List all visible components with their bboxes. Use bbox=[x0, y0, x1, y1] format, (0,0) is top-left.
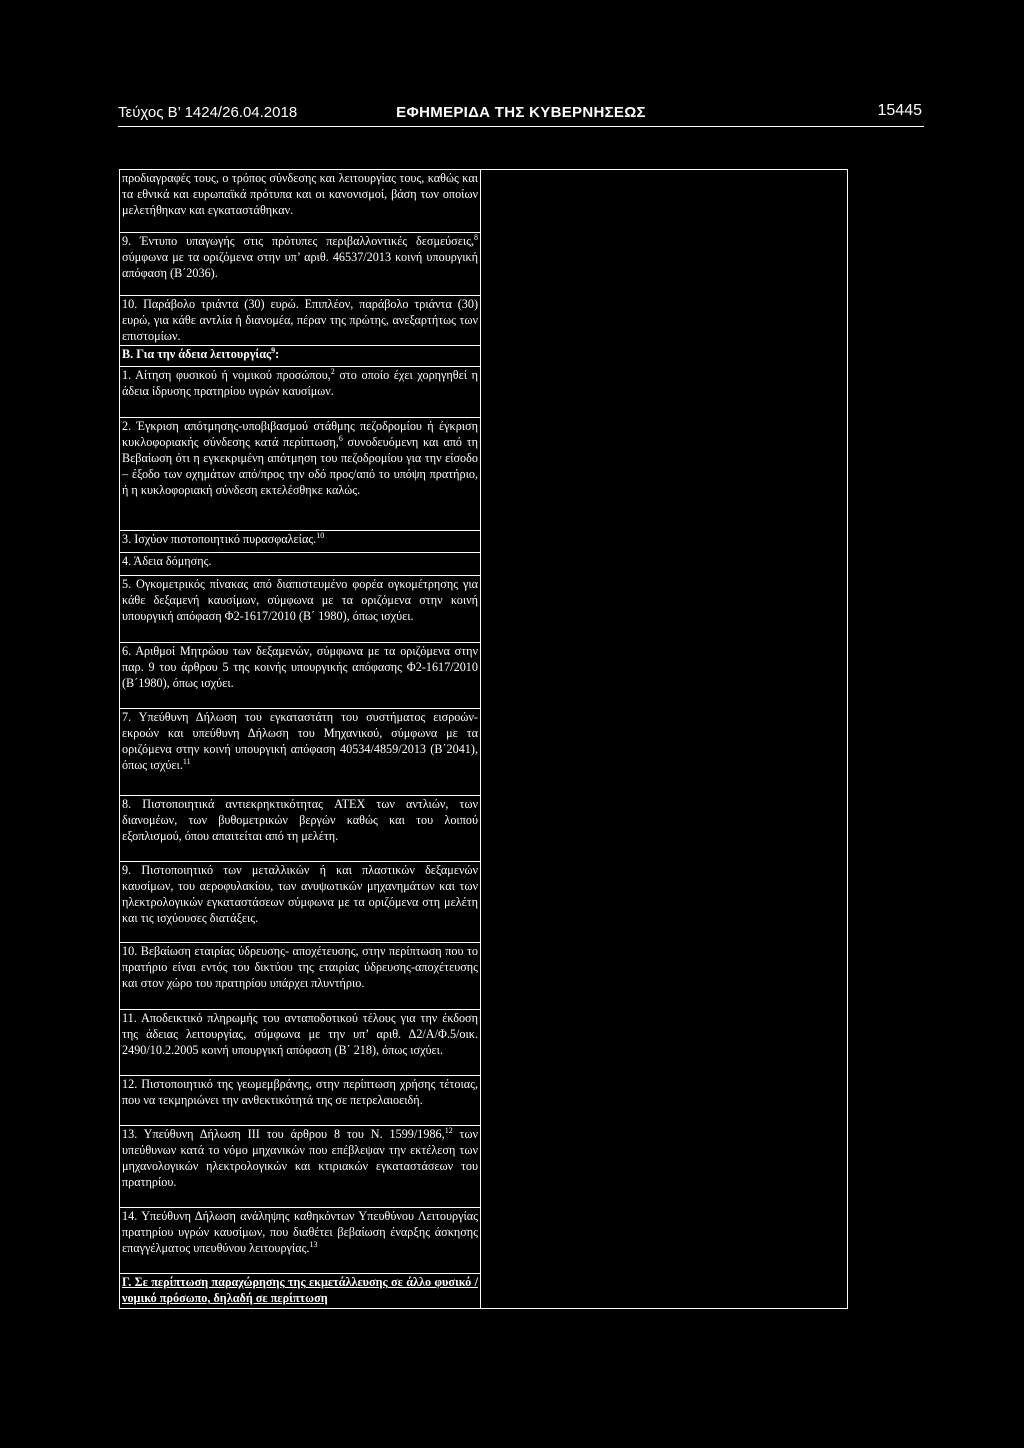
requirements-table bbox=[119, 169, 848, 1309]
section-letter: Β. bbox=[122, 347, 134, 362]
item-number: 2. bbox=[122, 419, 132, 434]
footnote-ref: 13 bbox=[309, 1239, 318, 1249]
page-number: 15445 bbox=[877, 102, 922, 119]
requirement-cell bbox=[120, 367, 481, 418]
requirement-text: Υπεύθυνη Δήλωση ΙΙΙ του άρθρου 8 του Ν. 1599/1986, bbox=[143, 1127, 445, 1142]
requirement-text: Ογκομετρικός πίνακας από διαπιστευμένο φορέα ογκομέτρησης για κάθε δεξαμενή καυσίμων, σύμφωνα με τα οριζόμενα στην κοινή υπουργική απόφαση Φ2-1617/2010 (Β΄ 1980), όπως ισχύει. bbox=[122, 577, 479, 623]
footnote-ref: 6 bbox=[338, 434, 343, 444]
item-number: 7. bbox=[122, 710, 132, 725]
item-number: 10. bbox=[122, 944, 138, 959]
requirement-text: Υπεύθυνη Δήλωση του εγκαταστάτη του συστήματος εισροών-εκροών και υπεύθυνη Δήλωση του Μηχανικού, σύμφωνα με τα οριζόμενα στην κοινή υπουργική απόφαση 40534/4859/2013 (Β΄2041), όπως ισχύει. bbox=[122, 710, 478, 772]
item-number: 6. bbox=[122, 644, 132, 659]
requirement-cell bbox=[120, 576, 481, 643]
requirement-cell bbox=[120, 233, 481, 296]
item-number: 14. bbox=[122, 1209, 138, 1224]
footnote-ref: 10 bbox=[316, 531, 325, 541]
requirement-cell bbox=[120, 296, 481, 346]
footnote-ref: 2 bbox=[330, 367, 335, 377]
requirement-cell bbox=[120, 418, 481, 531]
requirement-cell bbox=[120, 1010, 481, 1076]
item-number: 9. bbox=[122, 234, 132, 248]
section-letter: Γ. bbox=[122, 1275, 132, 1290]
item-number: 8. bbox=[122, 797, 132, 812]
requirement-text: Έγκριση απότμησης-υποβιβασμού στάθμης πεζοδρομίου ή έγκριση κυκλοφοριακής σύνδεσης κατά περίπτωση, bbox=[122, 419, 478, 450]
requirement-text: Πιστοποιητικό των μεταλλικών ή και πλαστικών δεξαμενών καυσίμων, του αεροφυλακίου, των ανυψωτικών μηχανημάτων και των ηλεκτρολογικών εγκαταστάσεων σύμφωνα με τα οριζόμενα στη μελέτη και τις ισχύουσες διατάξεις. bbox=[122, 863, 478, 925]
requirement-text: Έντυπο υπαγωγής στις πρότυπες περιβαλλοντικές δεσμεύσεις, bbox=[140, 234, 474, 248]
requirement-cell bbox=[120, 709, 481, 796]
item-number: 11. bbox=[122, 1011, 137, 1026]
issue-number: Τεύχος Β’ 1424/26.04.2018 bbox=[118, 104, 298, 121]
section-heading-cell bbox=[120, 346, 481, 367]
requirement-cell bbox=[120, 531, 481, 553]
footnote-ref: 11 bbox=[182, 756, 191, 766]
requirement-cell bbox=[120, 553, 481, 576]
section-heading-tail: : bbox=[275, 347, 280, 362]
requirement-cell bbox=[120, 796, 481, 862]
section-heading: Σε περίπτωση παραχώρησης της εκμετάλλευσης σε άλλο φυσικό /νομικό πρόσωπο, δηλαδή σε περίπτωση bbox=[122, 1275, 478, 1306]
gazette-title: ΕΦΗΜΕΡΙΔΑ ΤΗΣ ΚΥΒΕΡΝΗΣΕΩΣ bbox=[396, 104, 646, 121]
footnote-ref: 9 bbox=[271, 346, 276, 356]
page-header bbox=[118, 102, 924, 127]
requirement-cell bbox=[120, 1126, 481, 1208]
item-number: 3. bbox=[122, 532, 132, 547]
section-heading-cell bbox=[120, 1274, 481, 1309]
requirement-text-tail: των υπεύθυνων κατά το νόμο μηχανικών που επέβλεψαν την εκτέλεση των μηχανολογικών ηλεκτρολογικών και κτιριακών εγκαταστάσεων του πρατηρίου. bbox=[122, 1127, 478, 1189]
requirement-text: Αίτηση φυσικού ή νομικού προσώπου, bbox=[135, 368, 331, 383]
requirement-cell bbox=[120, 862, 481, 943]
item-number: 5. bbox=[122, 577, 132, 592]
item-number: 13. bbox=[122, 1127, 138, 1142]
requirement-text: Άδεια δόμησης. bbox=[133, 554, 212, 569]
requirement-text: προδιαγραφές τους, ο τρόπος σύνδεσης και λειτουργίας τους, καθώς και τα εθνικά και ευρωπαϊκά πρότυπα και οι κανονισμοί, βάση των οποίων μελετήθηκαν και εγκαταστάθηκαν. bbox=[122, 171, 478, 217]
requirement-text: Υπεύθυνη Δήλωση ανάληψης καθηκόντων Υπευθύνου Λειτουργίας πρατηρίου υγρών καυσίμων, που διαθέτει βεβαίωση έναρξης άσκησης επαγγέλματος υπευθύνου λειτουργίας. bbox=[122, 1209, 478, 1255]
requirement-text: Ισχύον πιστοποιητικό πυρασφαλείας. bbox=[134, 532, 317, 547]
item-number: 4. bbox=[122, 554, 132, 569]
requirement-cell bbox=[120, 170, 481, 233]
requirement-text: Πιστοποιητικά αντιεκρηκτικότητας ATEX των αντλιών, των διανομέων, των βυθομετρικών βεργών καθώς και του λοιπού εξοπλισμού, όπου απαιτείται από τη μελέτη. bbox=[122, 797, 478, 843]
footnote-ref: 12 bbox=[444, 1126, 453, 1136]
item-number: 9. bbox=[122, 863, 132, 878]
requirement-cell bbox=[120, 643, 481, 709]
table-row bbox=[120, 170, 848, 233]
requirement-text: Βεβαίωση εταιρίας ύδρευσης- αποχέτευσης, στην περίπτωση που το πρατήριο είναι εντός του δικτύου της εταιρίας ύδρευσης-αποχέτευσης και στον χώρο του πρατηρίου υπάρχει πλυντήριο. bbox=[122, 944, 479, 990]
requirement-text-tail: συνοδευόμενη και από τη Βεβαίωση ότι η εγκεκριμένη απότμηση του πεζοδρομίου για την είσοδο – έξοδο των οχημάτων από/προς την οδό προς/από το υπόψη πρατήριο, ή η κυκλοφοριακή σύνδεση εκτελέσθηκε καλώς. bbox=[122, 435, 478, 497]
requirement-text: Πιστοποιητικό της γεωμεμβράνης, στην περίπτωση χρήσης τέτοιας, που να τεκμηριώνει την ανθεκτικότητά της σε πετρελαιοειδή. bbox=[122, 1077, 478, 1108]
requirement-text: Παράβολο τριάντα (30) ευρώ. Επιπλέον, παράβολο τριάντα (30) ευρώ, για κάθε αντλία ή διανομέα, πέραν της πρώτης, ανεξαρτήτως των επιστομίων. bbox=[122, 297, 479, 343]
blank-column bbox=[481, 170, 848, 1309]
requirement-cell bbox=[120, 1208, 481, 1274]
item-number: 10. bbox=[122, 297, 138, 311]
item-number: 1. bbox=[122, 368, 132, 383]
section-heading: Για την άδεια λειτουργίας bbox=[136, 347, 272, 362]
requirement-cell bbox=[120, 1076, 481, 1126]
requirement-text-tail: σύμφωνα με τα οριζόμενα στην υπ’ αριθ. 46537/2013 κοινή υπουργική απόφαση (Β΄2036). bbox=[122, 249, 478, 280]
footnote-ref: 8 bbox=[474, 233, 478, 242]
requirement-text: Αριθμοί Μητρώου των δεξαμενών, σύμφωνα με τα οριζόμενα στην παρ. 9 του άρθρου 5 της κοινής υπουργικής απόφασης Φ2-1617/2010 (Β΄1980), όπως ισχύει. bbox=[122, 644, 478, 690]
requirement-cell bbox=[120, 943, 481, 1010]
item-number: 12. bbox=[122, 1077, 138, 1092]
requirement-text: Αποδεικτικό πληρωμής του ανταποδοτικού τέλους για την έκδοση της άδειας λειτουργίας, σύμφωνα με την υπ’ αριθ. Δ2/Α/Φ.5/οικ. 2490/10.2.2005 κοινή υπουργική απόφαση (Β΄ 218), όπως ισχύει. bbox=[122, 1011, 479, 1057]
requirement-text-tail: στο οποίο έχει χορηγηθεί η άδεια ίδρυσης πρατηρίου υγρών καυσίμων. bbox=[122, 368, 478, 399]
